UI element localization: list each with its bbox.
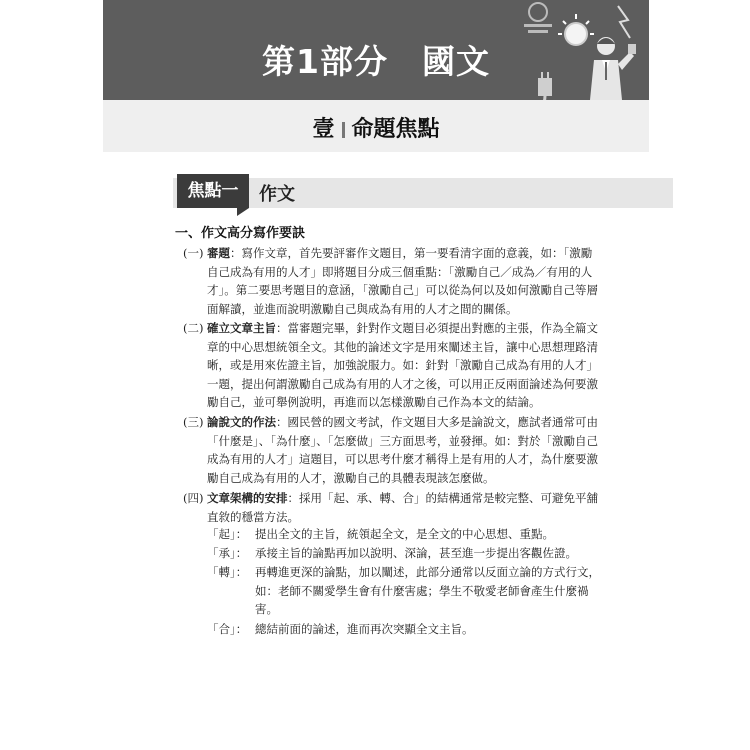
item-text: ：當審題完畢，針對作文題目必須提出對應的主張，作為全篇文章的中心思想統領全文。其他的論述文字是用來闡述主旨，讓中心思想理路清晰，或是用來佐證主旨，加強說服力。如：針對「激勵自己成為有用的人才」一題，提出何謂激勵自己成為有用的人才之後，可以用正反兩面論述為何要激勵自己，並可舉例說明，再進而以怎樣激勵自己作為本文的結論。 xyxy=(207,321,598,410)
item-number: (一) xyxy=(183,246,204,260)
section-heading: 一、作文高分寫作要訣 xyxy=(175,226,306,241)
paragraph-item xyxy=(183,413,603,487)
item-term: 論說文的作法 xyxy=(207,415,276,429)
item-term: 確立文章主旨 xyxy=(207,321,276,335)
chapter-title: 命題焦點 xyxy=(351,117,440,142)
chapter-heading xyxy=(103,112,649,143)
structure-text: 總結前面的論述，進而再次突顯全文主旨。 xyxy=(255,622,474,636)
structure-text: 再轉進更深的論點，加以闡述，此部分通常以反面立論的方式行文，如：老師不關愛學生會有什麼害處；學生不敬愛老師會產生什麼禍害。 xyxy=(255,565,600,617)
item-text: ：寫作文章，首先要評審作文題目，第一要看清字面的意義，如：「激勵自己成為有用的人才」即將題目分成三個重點：「激勵自己／成為／有用的人才」。第二要思考題目的意涵，「激勵自己」可以從為何以及如何激勵自己等層面解讀，並進而說明激勵自己與成為有用的人才之間的關係。 xyxy=(207,246,598,316)
structure-item xyxy=(207,620,607,639)
item-text: ：採用「起、承、轉、合」的結構通常是較完整、可避免平舖直敘的穩當方法。 xyxy=(207,491,598,524)
document-page xyxy=(103,0,649,750)
item-term: 審題 xyxy=(207,246,230,260)
item-number: (三) xyxy=(183,415,204,429)
item-term: 文章架構的安排 xyxy=(207,491,288,505)
structure-key: 「轉」： xyxy=(207,565,248,579)
paragraph-item xyxy=(183,489,603,526)
focus-tag-notch xyxy=(237,208,249,216)
focus-title: 作文 xyxy=(259,184,295,205)
structure-key: 「合」： xyxy=(207,622,248,636)
item-text: ：國民營的國文考試，作文題目大多是論說文，應試者通常可由「什麼是」、「為什麼」、「怎麼做」三方面思考，並發揮。如：對於「激勵自己成為有用的人才」這題目，可以思考什麼才稱得上是有用的人才，為什麼要激勵自己成為有用的人才，激勵自己的具體表現該怎麼做。 xyxy=(207,415,598,485)
structure-item xyxy=(207,525,607,544)
paragraph-item xyxy=(183,319,603,412)
structure-key: 「承」： xyxy=(207,546,248,560)
structure-text: 承接主旨的論點再加以說明、深論，甚至進一步提出客觀佐證。 xyxy=(255,546,577,560)
item-number: (二) xyxy=(183,321,204,335)
structure-text: 提出全文的主旨，統領起全文，是全文的中心思想、重點。 xyxy=(255,527,554,541)
chapter-number: 壹 xyxy=(312,117,335,142)
part-title: 第1部分 國文 xyxy=(262,42,490,81)
item-number: (四) xyxy=(183,491,204,505)
chapter-separator xyxy=(342,122,345,138)
structure-item xyxy=(207,563,607,619)
focus-tag: 焦點一 xyxy=(177,174,249,208)
structure-key: 「起」： xyxy=(207,527,248,541)
paragraph-item xyxy=(183,244,603,318)
structure-item xyxy=(207,544,607,563)
